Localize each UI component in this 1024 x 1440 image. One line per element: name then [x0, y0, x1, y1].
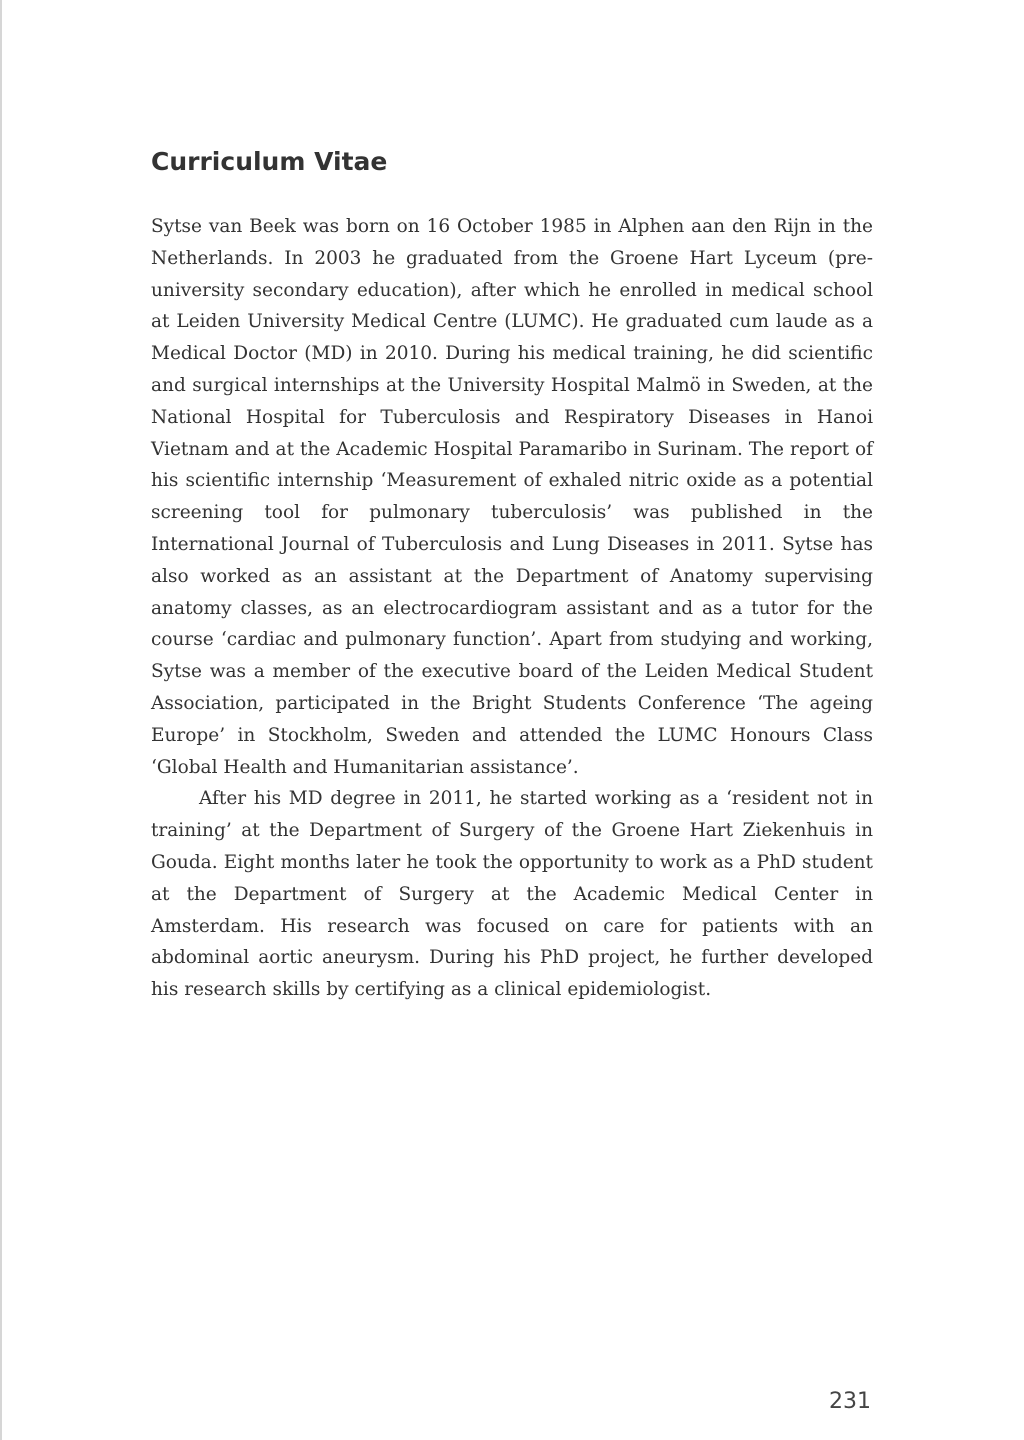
page-title: Curriculum Vitae: [151, 147, 388, 176]
page-number: 231: [829, 1389, 871, 1414]
page-edge-divider: [0, 0, 2, 1440]
paragraph-1: Sytse van Beek was born on 16 October 1985 in Alphen aan den Rijn in the Netherlands. In 2003 he graduated from the Groene Hart Lyceum (pre-university secondary education), after which he enrolled in medical school at Leiden University Medical Centre (LUMC). He graduated cum laude as a Medical Doctor (MD) in 2010. During his medical training, he did scientific and surgical internships at the University Hospital Malmö in Sweden, at the National Hospital for Tuberculosis and Respiratory Diseases in Hanoi Vietnam and at the Academic Hospital Paramaribo in Surinam. The report of his scientific internship ‘Measurement of exhaled nitric oxide as a potential screening tool for pulmonary tuberculosis’ was published in the International Journal of Tuberculosis and Lung Diseases in 2011. Sytse has also worked as an assistant at the Department of Anatomy supervising anatomy classes, as an electrocardiogram assistant and as a tutor for the course ‘cardiac and pulmonary function’. Apart from studying and working, Sytse was a member of the executive board of the Leiden Medical Student Association, participated in the Bright Students Conference ‘The ageing Europe’ in Stockholm, Sweden and attended the LUMC Honours Class ‘Global Health and Humanitarian assistance’.: [151, 216, 873, 778]
paragraph-2: After his MD degree in 2011, he started working as a ‘resident not in training’ at the Department of Surgery of the Groene Hart Ziekenhuis in Gouda. Eight months later he took the opportunity to work as a PhD student at the Department of Surgery at the Academic Medical Center in Amsterdam. His research was focused on care for patients with an abdominal aortic aneurysm. During his PhD project, he further developed his research skills by certifying as a clinical epidemiologist.: [151, 788, 873, 1001]
body-text: [151, 211, 873, 1006]
